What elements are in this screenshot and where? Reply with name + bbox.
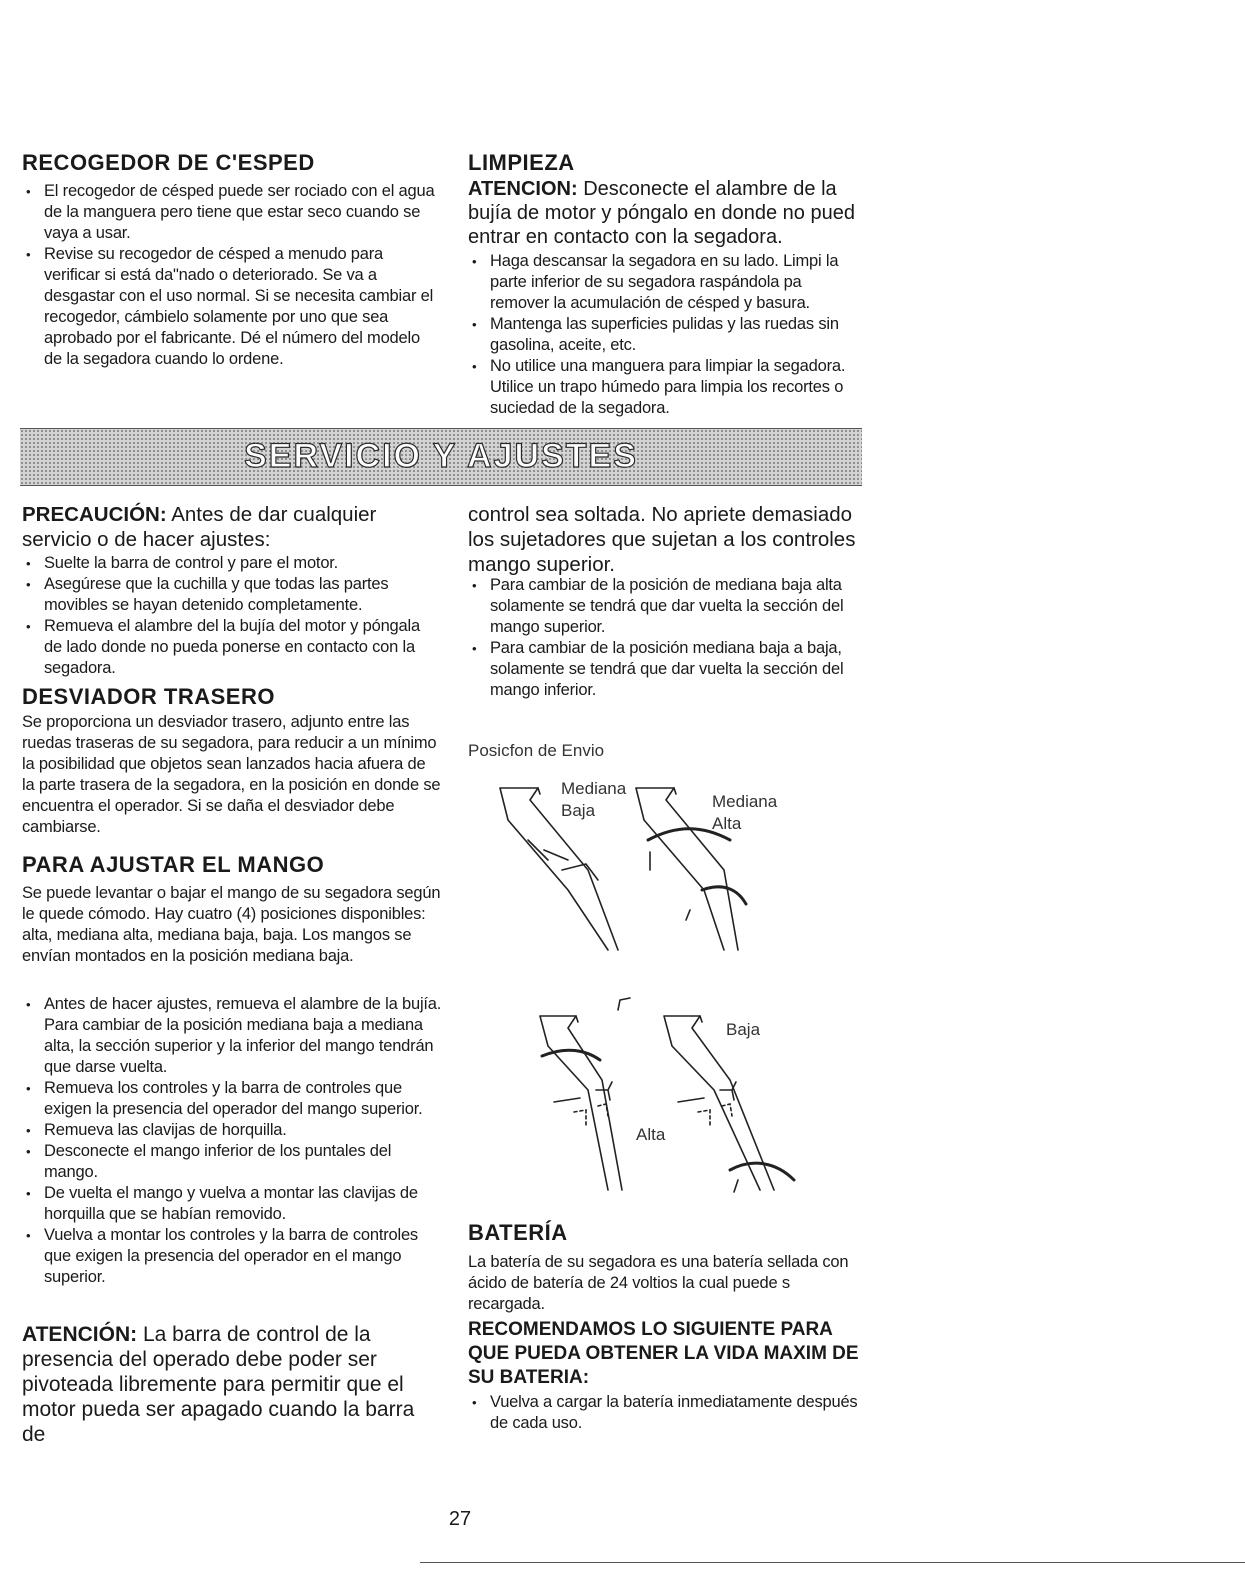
desviador-heading: DESVIADOR TRASERO xyxy=(22,684,275,709)
list-item: • Revise su recogedor de césped a menudo para verificar si está da"nado o deteriorado. Se va a desgastar con el uso normal. Si se necesita cambiar el recogedor, cámbielo solamente por uno que sea aprobado por el fabricante. Dé el número del modelo de la segadora cuando lo ordene. xyxy=(22,244,442,370)
recogedor-heading: RECOGEDOR DE C'ESPED xyxy=(22,150,315,175)
list-item: • Vuelva a cargar la batería inmediatamente después de cada uso. xyxy=(468,1392,863,1434)
warning-text: Desconecte el alambre de la bujía de motor y póngalo en donde no pued entrar en contacto con la segadora. xyxy=(468,178,855,248)
mango-atencion xyxy=(22,1322,442,1447)
label-mediana-alta-1: Mediana xyxy=(712,792,778,811)
list-item: • No utilice una manguera para limpiar la segadora. Utilice un trapo húmedo para limpia los recortes o suciedad de la segadora. xyxy=(468,356,863,419)
precaucion-block xyxy=(22,502,442,552)
mango-continued-text: control sea soltada. No apriete demasiado los sujetadores que sujetan a los controles mango superior. xyxy=(468,503,856,576)
label-baja: Baja xyxy=(726,1020,761,1039)
mango-text: Se puede levantar o bajar el mango de su segadora según le quede cómodo. Hay cuatro (4) posiciones disponibles: alta, mediana alta, mediana baja, baja. Los mangos se envían montados en la posición mediana baja. xyxy=(22,884,441,965)
mango-list-2 xyxy=(468,575,863,701)
mango-heading: PARA AJUSTAR EL MANGO xyxy=(22,852,325,877)
bateria-text: La batería de su segadora es una batería sellada con ácido de batería de 24 voltios la cual puede s recargada. xyxy=(468,1253,849,1313)
list-item: • Para cambiar de la posición de mediana baja alta solamente se tendrá que dar vuelta la sección del mango superior. xyxy=(468,575,863,638)
list-item: • Desconecte el mango inferior de los puntales del mango. xyxy=(22,1141,442,1183)
list-item: • Asegúrese que la cuchilla y que todas las partes movibles se hayan detenido completamente. xyxy=(22,574,442,616)
banner-title: SERVICIO Y AJUSTES xyxy=(244,437,638,475)
atencion-label: ATENCIÓN: xyxy=(22,1323,138,1346)
atencion-text: La barra de control de la presencia del operado debe poder ser pivoteada libremente para permitir que el motor pueda ser apagado cuando la barra de xyxy=(22,1323,415,1446)
mango-list xyxy=(22,994,442,1288)
label-mediana-alta-2: Alta xyxy=(712,814,742,833)
label-mediana-baja-1: Mediana xyxy=(561,779,627,798)
bateria-heading: BATERÍA xyxy=(468,1220,568,1245)
limpieza-warning xyxy=(468,177,863,249)
list-item: • De vuelta el mango y vuelva a montar las clavijas de horquilla que se habían removido. xyxy=(22,1183,442,1225)
list-item: • Vuelva a montar los controles y la barra de controles que exigen la presencia del operador en el mango superior. xyxy=(22,1225,442,1288)
list-item: • El recogedor de césped puede ser rociado con el agua de la manguera pero tiene que estar seco cuando se vaya a usar. xyxy=(22,181,442,244)
precaucion-label: PRECAUCIÓN: xyxy=(22,503,167,526)
precaucion-list xyxy=(22,553,442,679)
label-alta: Alta xyxy=(636,1125,666,1144)
handle-positions-diagram xyxy=(468,760,868,1220)
warning-label: ATENCION: xyxy=(468,178,578,200)
page-number: 27 xyxy=(448,1508,472,1530)
list-item: • Suelte la barra de control y pare el motor. xyxy=(22,553,442,574)
list-item: • Para cambiar de la posición mediana baja a baja, solamente se tendrá que dar vuelta la sección del mango inferior. xyxy=(468,638,863,701)
limpieza-list xyxy=(468,251,863,419)
handle-baja-illustration xyxy=(664,1016,794,1192)
list-item: • Remueva los controles y la barra de controles que exigen la presencia del operador del mango superior. xyxy=(22,1078,442,1120)
section-banner xyxy=(20,428,862,486)
list-item: • Mantenga las superficies pulidas y las ruedas sin gasolina, aceite, etc. xyxy=(468,314,863,356)
recogedor-list xyxy=(22,181,442,370)
list-item: • Haga descansar la segadora en su lado. Limpi la parte inferior de su segadora raspándola pa remover la acumulación de césped y basura. xyxy=(468,251,863,314)
precaucion-text: Antes de dar cualquier servicio o de hacer ajustes: xyxy=(22,503,377,551)
desviador-text: Se proporciona un desviador trasero, adjunto entre las ruedas traseras de su segadora, para reducir a un mínimo la posibilidad que objetos sean lanzados hacia afuera de la parte trasera de la segadora, en la posición en donde se encuentra el operador. Si se daña el desviador debe cambiarse. xyxy=(22,713,441,836)
handle-alta-illustration xyxy=(540,998,630,1190)
list-item: • Remueva el alambre del la bujía del motor y póngala de lado donde no pueda ponerse en contacto con la segadora. xyxy=(22,616,442,679)
label-mediana-baja-2: Baja xyxy=(561,801,596,820)
handle-mediana-baja-illustration xyxy=(500,788,618,950)
limpieza-heading: LIMPIEZA xyxy=(468,150,575,175)
list-item: • Remueva las clavijas de horquilla. xyxy=(22,1120,442,1141)
bateria-list xyxy=(468,1392,863,1434)
figure-caption: Posicfon de Envio xyxy=(468,741,605,760)
list-item: • Antes de hacer ajustes, remueva el alambre de la bujía. Para cambiar de la posición mediana baja a mediana alta, la sección superior y la inferior del mango tendrán que darse vuelta. xyxy=(22,994,442,1078)
bottom-rule xyxy=(420,1562,1245,1563)
bateria-recommend: RECOMENDAMOS LO SIGUIENTE PARA QUE PUEDA OBTENER LA VIDA MAXIM DE SU BATERIA: xyxy=(468,1319,859,1388)
